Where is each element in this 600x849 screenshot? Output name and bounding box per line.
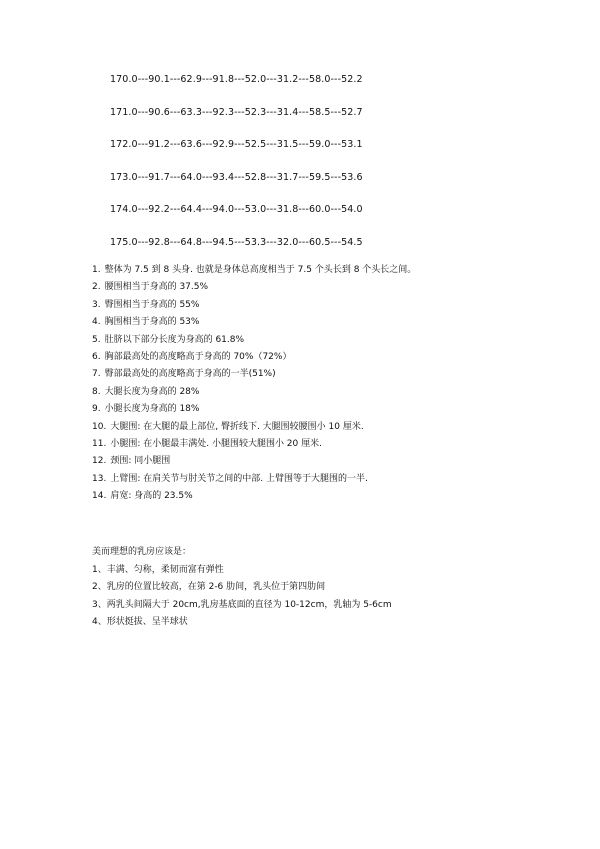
section-title: 美而理想的乳房应该是： (92, 547, 192, 557)
rule-text: 小腿长度为身高的 18% (104, 404, 200, 415)
rule-text: 整体为 7.5 到 8 头身. 也就是身体总高度相当于 7.5 个头长到 8 个头长之间。 (104, 265, 417, 275)
rule-text: 大腿围: 在大腿的最上部位, 臀折线下. 大腿围较腰围小 10 厘米. (110, 421, 364, 432)
rule-text: 上臂围: 在肩关节与肘关节之间的中部. 上臂围等于大腿围的一半. (110, 473, 368, 484)
rule-text: 小腿围: 在小腿最丰满处. 小腿围较大腿围小 20 厘米. (110, 438, 322, 449)
rule-text: 大腿长度为身高的 28% (104, 386, 200, 397)
rule-number: 13. (92, 473, 107, 484)
rule-number: 2. (92, 282, 101, 293)
rule-number: 5. (92, 334, 101, 345)
rule-text: 腰围相当于身高的 37.5% (104, 282, 209, 293)
measurement-row: 173.0---91.7---64.0---93.4---52.8---31.7---59.5---53.6 (110, 171, 363, 183)
rule-number: 8. (92, 386, 101, 397)
measurement-table (110, 74, 363, 269)
rule-text: 肩宽: 身高的 23.5% (110, 491, 193, 502)
rule-item (92, 264, 416, 281)
rule-number: 14. (92, 491, 107, 502)
list-item: 4、形状挺拔、呈半球状 (92, 617, 188, 627)
rule-item (92, 368, 416, 385)
ideal-breast-section (92, 546, 392, 634)
rule-number: 10. (92, 421, 107, 432)
measurement-row: 174.0---92.2---64.4---94.0---53.0---31.8---60.0---54.0 (110, 204, 363, 215)
rule-item (92, 351, 416, 368)
rule-text: 肚脐以下部分长度为身高的 61.8% (104, 334, 245, 345)
body-proportion-rules (92, 264, 416, 507)
rule-text: 胸围相当于身高的 53% (104, 317, 200, 328)
rule-item (92, 438, 416, 455)
rule-number: 7. (92, 369, 101, 380)
rule-number: 12. (92, 456, 107, 467)
ideal-list (92, 564, 392, 634)
rule-number: 1. (92, 265, 101, 275)
rule-item (92, 334, 416, 351)
rule-item (92, 403, 416, 420)
measurement-row: 172.0---91.2---63.6---92.9---52.5---31.5---59.0---53.1 (110, 139, 363, 150)
rule-text: 颈围: 同小腿围 (110, 456, 171, 467)
list-item: 3、两乳头间隔大于 20cm,乳房基底面的直径为 10-12cm，乳轴为 5-6cm (92, 599, 392, 610)
rule-text: 臀围相当于身高的 55% (104, 299, 200, 310)
list-item: 2、乳房的位置比较高，在第 2-6 肋间，乳头位于第四肋间 (92, 582, 326, 592)
rule-number: 3. (92, 299, 101, 310)
rule-number: 6. (92, 351, 101, 362)
rule-item (92, 281, 416, 298)
rule-item (92, 490, 416, 507)
measurement-row: 171.0---90.6---63.3---92.3---52.3---31.4---58.5---52.7 (110, 106, 363, 118)
rule-item (92, 455, 416, 472)
list-item: 1、丰满、匀称，柔韧而富有弹性 (92, 564, 224, 575)
measurement-row: 175.0---92.8---64.8---94.5---53.3---32.0---60.5---54.5 (110, 236, 363, 248)
rule-item (92, 316, 416, 333)
rule-number: 11. (92, 438, 107, 449)
rule-number: 4. (92, 317, 101, 328)
rule-item (92, 473, 416, 490)
rule-item (92, 421, 416, 438)
rule-item (92, 299, 416, 316)
rule-text: 臀部最高处的高度略高于身高的一半(51%) (104, 369, 276, 380)
rule-number: 9. (92, 404, 101, 415)
measurement-row: 170.0---90.1---62.9---91.8---52.0---31.2---58.0---52.2 (110, 74, 363, 85)
rule-text: 胸部最高处的高度略高于身高的 70%（72%） (104, 351, 292, 362)
rule-item (92, 386, 416, 403)
